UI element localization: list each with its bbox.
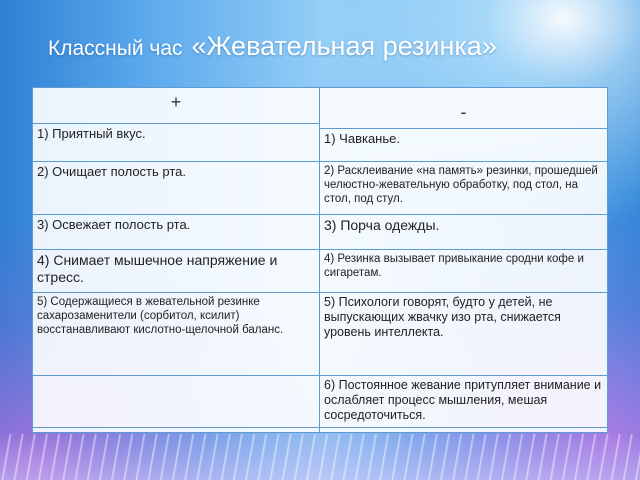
- plus-item-4: 4) Снимает мышечное напряжение и стресс.: [33, 249, 320, 292]
- slide-title: [48, 26, 497, 63]
- empty-cell: [320, 427, 608, 432]
- title-prefix: Классный час: [48, 37, 183, 60]
- table-row: [33, 161, 608, 214]
- minus-item-4: 4) Резинка вызывает привыкание сродни кофе и сигаретам.: [320, 249, 608, 292]
- table-header-row: [33, 88, 608, 124]
- table-row: [33, 375, 608, 427]
- plus-item-3: 3) Освежает полость рта.: [33, 214, 320, 249]
- minus-item-6: 6) Постоянное жевание притупляет внимание и ослабляет процесс мышления, мешая сосредоточиться.: [320, 375, 608, 427]
- plus-item-1: 1) Приятный вкус.: [33, 124, 320, 162]
- pros-cons-table: [32, 87, 608, 433]
- plus-item-5: 5) Содержащиеся в жевательной резинке сахарозаменители (сорбитол, ксилит) восстанавливают кислотно-щелочной баланс.: [33, 292, 320, 375]
- decorative-background-streaks: [0, 434, 640, 480]
- plus-item-2: 2) Очищает полость рта.: [33, 161, 320, 214]
- table-row: [33, 249, 608, 292]
- table-row: [33, 214, 608, 249]
- table-row: [33, 427, 608, 432]
- plus-column-header: +: [33, 88, 320, 124]
- plus-item-6-empty: [33, 375, 320, 427]
- minus-column-header: -: [320, 88, 608, 129]
- title-main: «Жевательная резинка»: [191, 31, 497, 61]
- empty-cell: [33, 427, 320, 432]
- minus-item-2: 2) Расклеивание «на память» резинки, прошедшей челюстно-жевательную обработку, под стол, на стол, под стул.: [320, 161, 608, 214]
- table-row: [33, 292, 608, 375]
- minus-item-5: 5) Психологи говорят, будто у детей, не выпускающих жвачку изо рта, снижается уровень интеллекта.: [320, 292, 608, 375]
- minus-item-3: 3) Порча одежды.: [320, 214, 608, 249]
- minus-item-1: 1) Чавканье.: [320, 128, 608, 161]
